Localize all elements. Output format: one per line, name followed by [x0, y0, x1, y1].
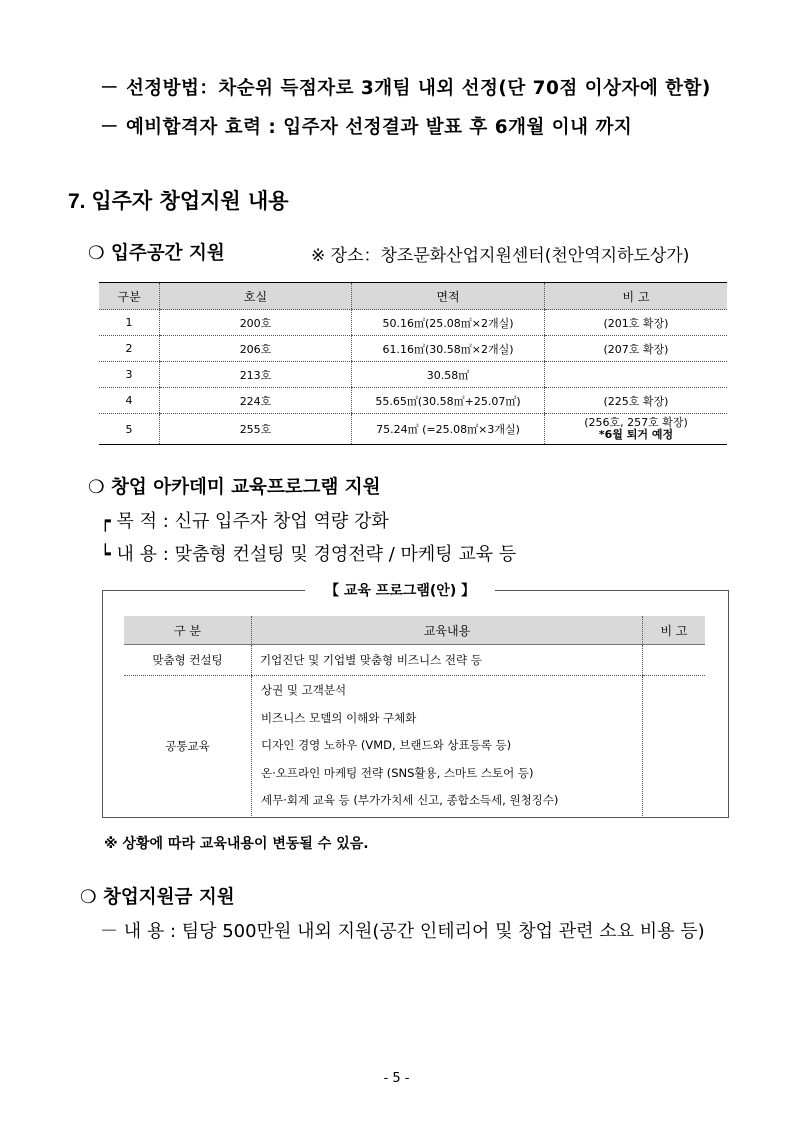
- education-program-title: 【 교육 프로그램(안) 】: [305, 580, 495, 600]
- cell: 기업진단 및 기업별 맞춤형 비즈니스 전략 등: [252, 645, 643, 676]
- cell: 맞춤형 컨설팅: [124, 645, 252, 676]
- room-table: [99, 282, 727, 445]
- row5-move-out-note: *6월 퇴거 예정: [598, 428, 674, 441]
- section-7-title: [68, 185, 289, 215]
- cell: 255호: [160, 414, 352, 445]
- section-7-number: 7.: [68, 190, 86, 213]
- cell: 4: [99, 388, 160, 414]
- cell: 206호: [160, 336, 352, 362]
- list-item: 세무·회계 교육 등 (부가가치세 신고, 종합소득세, 원청징수): [261, 793, 559, 807]
- cell: 공통교육: [165, 738, 210, 753]
- cell: 50.16㎡(25.08㎡×2개실): [352, 310, 545, 336]
- education-table-header: [124, 616, 705, 645]
- cell: 5: [99, 414, 160, 445]
- cell: [643, 676, 706, 816]
- education-table: [124, 616, 705, 816]
- reserve-validity-line: － 예비합격자 효력 : 입주자 선정결과 발표 후 6개월 이내 까지: [100, 117, 633, 138]
- common-education-list: [252, 676, 643, 816]
- cell: (207호 확장): [545, 336, 728, 362]
- fund-heading: ❍ 창업지원금 지원: [80, 887, 235, 908]
- cell: 3: [99, 362, 160, 388]
- space-support-heading: ❍ 입주공간 지원: [88, 243, 225, 264]
- table-row: [99, 414, 727, 445]
- fund-content: － 내 용 : 팀당 500만원 내외 지원(공간 인테리어 및 창업 관련 소요 비용 등): [100, 921, 705, 942]
- table-row: [99, 310, 727, 336]
- list-item: 온·오프라인 마케팅 전략 (SNS활용, 스마트 스토어 등): [261, 765, 534, 780]
- col-header: 구 분: [124, 616, 252, 645]
- cell: [643, 645, 706, 676]
- col-header: 교육내용: [252, 616, 643, 645]
- room-table-header: [99, 283, 727, 310]
- list-item: 비즈니스 모델의 이해와 구체화: [261, 710, 417, 725]
- space-location: ※ 장소：창조문화산업지원센터(천안역지하도상가): [311, 246, 690, 266]
- table-row: [99, 336, 727, 362]
- col-header: 비 고: [643, 616, 706, 645]
- cell: (201호 확장): [545, 310, 728, 336]
- academy-purpose: ┍ 목 적 : 신규 입주자 창업 역량 강화: [100, 511, 389, 532]
- cell: 2: [99, 336, 160, 362]
- col-header: 구분: [99, 283, 160, 310]
- page-number: - 5 -: [383, 1071, 410, 1086]
- table-row: [124, 645, 705, 676]
- cell: 1: [99, 310, 160, 336]
- table-row: [99, 388, 727, 414]
- table-row: [124, 676, 705, 816]
- col-header: 면적: [352, 283, 545, 310]
- row5-remark: (256호, 257호 확장): [584, 416, 688, 429]
- cell: (225호 확장): [545, 388, 728, 414]
- section-7-text: 입주자 창업지원 내용: [91, 189, 289, 213]
- academy-heading: ❍ 창업 아카데미 교육프로그램 지원: [88, 477, 381, 498]
- selection-method-line: － 선정방법：차순위 득점자로 3개팀 내외 선정(단 70점 이상자에 한함): [100, 78, 711, 99]
- academy-content: ┕ 내 용 : 맞춤형 컨설팅 및 경영전략 / 마케팅 교육 등: [100, 544, 517, 565]
- col-header: 비 고: [545, 283, 728, 310]
- cell: [545, 414, 728, 445]
- cell: 75.24㎡ (=25.08㎡×3개실): [352, 414, 545, 445]
- cell: 200호: [160, 310, 352, 336]
- cell: 30.58㎡: [352, 362, 545, 388]
- list-item: 디자인 경영 노하우 (VMD, 브랜드와 상표등록 등): [261, 738, 512, 752]
- list-item: 상권 및 고객분석: [261, 683, 347, 697]
- cell: 61.16㎡(30.58㎡×2개실): [352, 336, 545, 362]
- cell: [545, 362, 728, 388]
- cell: 55.65㎡(30.58㎡+25.07㎡): [352, 388, 545, 414]
- col-header: 호실: [160, 283, 352, 310]
- cell: 213호: [160, 362, 352, 388]
- education-change-note: ※ 상황에 따라 교육내용이 변동될 수 있음.: [104, 836, 369, 852]
- cell: 224호: [160, 388, 352, 414]
- table-row: [99, 362, 727, 388]
